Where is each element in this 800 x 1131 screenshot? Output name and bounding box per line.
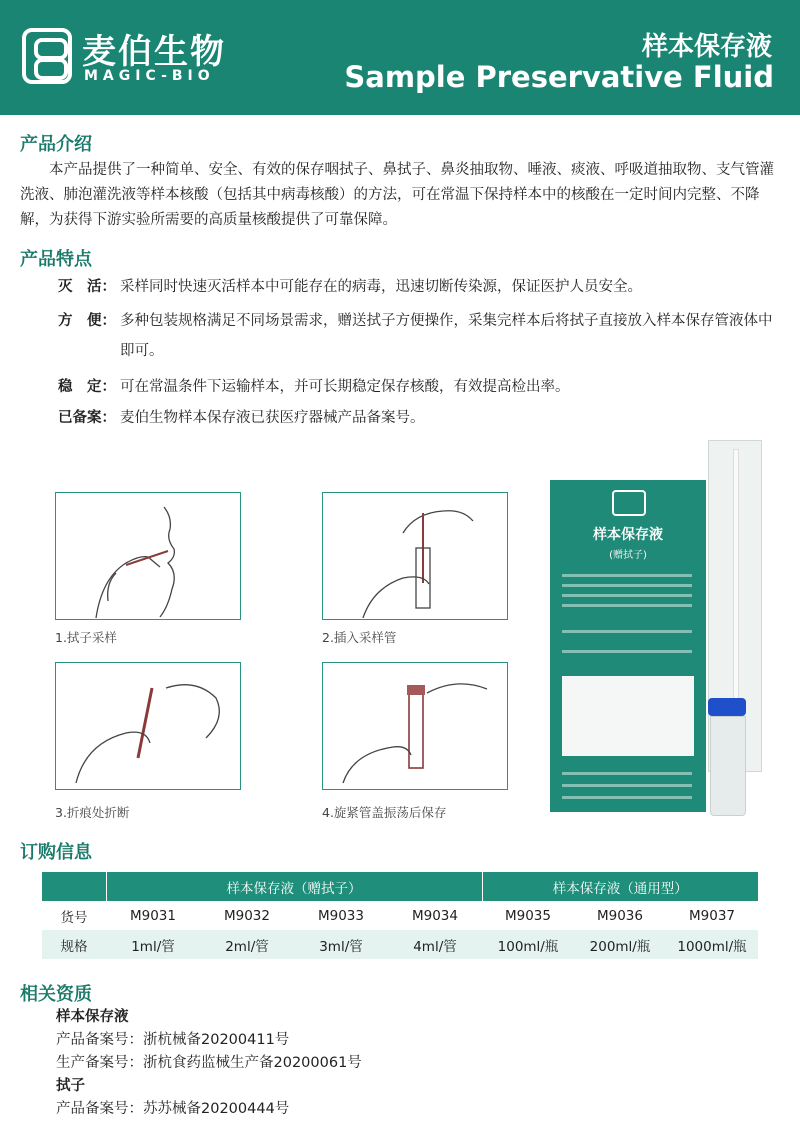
table-cell: 1000ml/瓶 — [666, 930, 758, 959]
feature-label: 稳 定： — [58, 379, 116, 395]
step-illustration-insert-tube — [322, 492, 508, 620]
features-heading: 产品特点 — [20, 249, 92, 270]
row-label: 货号 — [42, 901, 106, 930]
break-swab-icon — [56, 663, 239, 788]
logo-name-cn: 麦伯生物 — [82, 32, 226, 72]
insert-tube-icon — [323, 493, 506, 618]
table-cell: 2ml/管 — [200, 930, 294, 959]
page-title-cn: 样本保存液 — [641, 32, 772, 62]
swab-sampling-icon — [56, 493, 239, 618]
table-row-code — [42, 901, 758, 930]
feature-label: 已备案： — [58, 410, 116, 426]
box-text-line — [562, 630, 692, 633]
credentials-heading: 相关资质 — [20, 984, 92, 1005]
table-row-spec — [42, 930, 758, 959]
step-illustration-cap-and-shake — [322, 662, 508, 790]
table-cell: 3ml/管 — [294, 930, 388, 959]
box-text-line — [562, 796, 692, 799]
box-text-line — [562, 650, 692, 653]
box-text-line — [562, 784, 692, 787]
credential-product-name: 拭子 — [56, 1078, 85, 1094]
table-cell: 100ml/瓶 — [482, 930, 574, 959]
box-subtitle: (赠拭子) — [609, 550, 647, 561]
company-logo — [22, 24, 262, 90]
feature-text: 采样同时快速灭活样本中可能存在的病毒，迅速切断传染源，保证医护人员安全。 — [120, 279, 642, 295]
feature-text: 多种包装规格满足不同场景需求，赠送拭子方便操作，采集完样本后将拭子直接放入样本保存管液体中即可。 — [120, 313, 773, 359]
feature-text: 可在常温条件下运输样本，并可长期稳定保存核酸，有效提高检出率。 — [120, 379, 570, 395]
table-group-header: 样本保存液（赠拭子） — [106, 872, 482, 901]
box-text-line — [562, 772, 692, 775]
feature-item-inactivation — [58, 272, 778, 302]
step-illustration-break-swab — [55, 662, 241, 790]
box-instructions-panel — [562, 676, 694, 756]
table-cell: M9033 — [294, 901, 388, 930]
intro-text: 本产品提供了一种简单、安全、有效的保存咽拭子、鼻拭子、鼻炎抽取物、唾液、痰液、呼吸道抽取物、支气管灌洗液、肺泡灌洗液等样本核酸（包括其中病毒核酸）的方法，可在常温下保持样本中的核酸在一定时间内完整、不降解，为获得下游实验所需要的高质量核酸提供了可靠保障。 — [20, 162, 774, 228]
feature-text: 麦伯生物样本保存液已获医疗器械产品备案号。 — [120, 410, 425, 426]
table-cell: 1ml/管 — [106, 930, 200, 959]
box-text-line — [562, 574, 692, 577]
table-cell: M9034 — [388, 901, 482, 930]
credential-line: 产品备案号：浙杭械备20200411号 — [56, 1032, 290, 1048]
box-text-line — [562, 604, 692, 607]
feature-label: 灭 活： — [58, 279, 116, 295]
table-cell: 4ml/管 — [388, 930, 482, 959]
table-cell: M9037 — [666, 901, 758, 930]
feature-item-registration — [58, 403, 778, 433]
table-header-row — [42, 872, 758, 901]
table-cell: 200ml/瓶 — [574, 930, 666, 959]
credential-line: 生产备案号：浙杭食药监械生产备20200061号 — [56, 1055, 362, 1071]
vial-cap — [708, 698, 746, 716]
table-cell: M9032 — [200, 901, 294, 930]
credential-product-name: 样本保存液 — [56, 1009, 129, 1025]
order-heading: 订购信息 — [20, 842, 92, 863]
step-caption: 4.旋紧管盖振荡后保存 — [322, 805, 447, 820]
step-illustration-swab-sampling — [55, 492, 241, 620]
box-logo-icon — [612, 490, 646, 516]
box-text-line — [562, 584, 692, 587]
order-table — [42, 872, 758, 959]
row-label: 规格 — [42, 930, 106, 959]
logo-name-en: MAGIC-BIO — [84, 68, 215, 84]
logo-mark-icon — [22, 28, 72, 84]
intro-heading: 产品介绍 — [20, 134, 92, 155]
feature-label: 方 便： — [58, 313, 116, 329]
table-cell: M9031 — [106, 901, 200, 930]
table-cell: M9035 — [482, 901, 574, 930]
step-caption: 1.拭子采样 — [55, 630, 117, 645]
table-group-header: 样本保存液（通用型） — [482, 872, 758, 901]
box-title: 样本保存液 — [593, 527, 663, 543]
credential-line: 产品备案号：苏苏械备20200444号 — [56, 1101, 290, 1117]
page-title-en: Sample Preservative Fluid — [344, 60, 774, 94]
table-header-cell — [42, 872, 106, 901]
feature-item-stability — [58, 372, 778, 402]
cap-and-shake-icon — [323, 663, 506, 788]
table-cell: M9036 — [574, 901, 666, 930]
box-text-line — [562, 594, 692, 597]
page-header — [0, 0, 800, 115]
product-box — [550, 480, 706, 812]
sample-vial — [710, 716, 746, 816]
step-caption: 2.插入采样管 — [322, 630, 397, 645]
product-photo — [548, 440, 788, 822]
step-caption: 3.折痕处折断 — [55, 805, 130, 820]
feature-item-convenience — [58, 306, 778, 368]
